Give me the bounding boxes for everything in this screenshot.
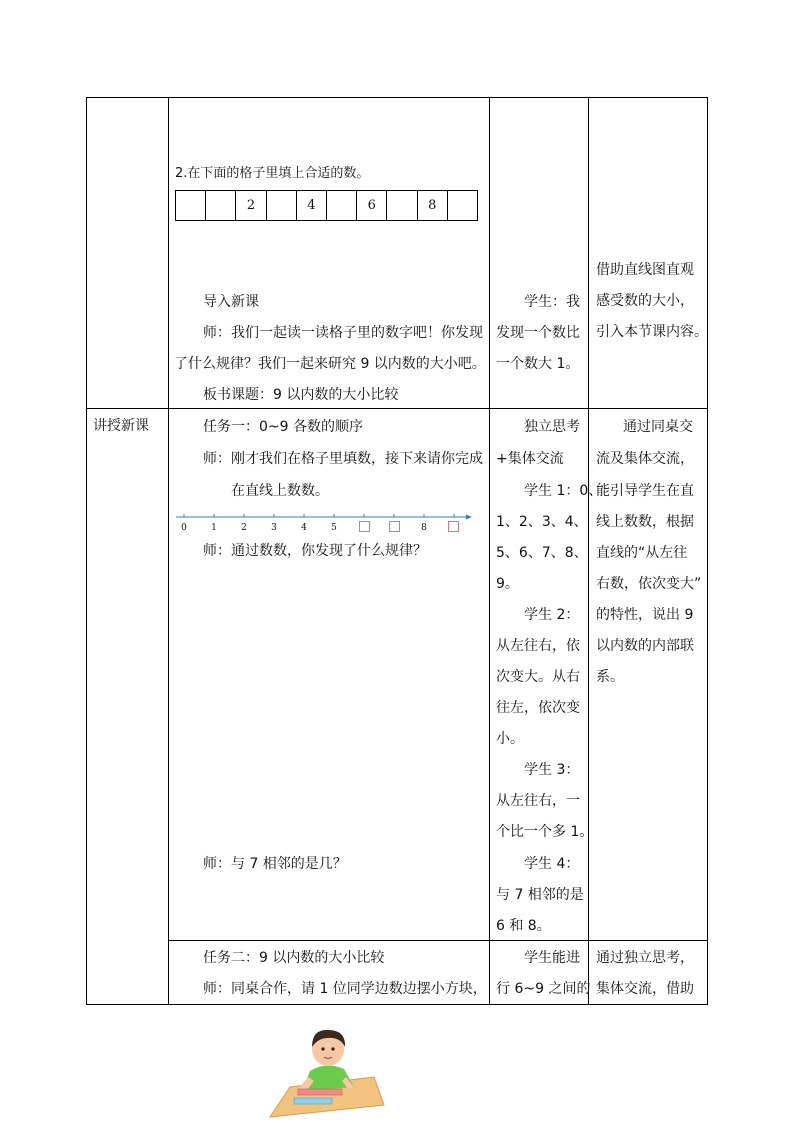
grid-cell <box>267 191 297 220</box>
row2-intent-line: 能引导学生在直 <box>596 483 694 499</box>
row2-student-line: 1、2、3、4、 <box>496 514 588 530</box>
row2-student-line: +集体交流 <box>496 451 564 467</box>
row2-student-line: 个比一个多 1。 <box>496 824 594 840</box>
boy-eye <box>331 1047 334 1050</box>
number-line-label: 3 <box>271 523 277 533</box>
row1-student-line: 学生：我 <box>524 294 580 310</box>
question-pattern: 师：通过数数，你发现了什么规律？ <box>203 543 427 559</box>
number-line-label: 5 <box>331 523 337 533</box>
row2-intent-line: 以内数的内部联 <box>596 638 694 654</box>
table-row-divider-1 <box>86 408 708 409</box>
row2-student-line: 次变大。从右 <box>496 669 580 685</box>
row3-intent-line: 通过独立思考， <box>596 950 694 966</box>
row3-student-line: 行 6~9 之间的 <box>496 981 591 997</box>
row2-student-line: 从左往右，依 <box>496 638 580 654</box>
block-row <box>298 1089 342 1095</box>
number-line-blank <box>389 521 400 532</box>
row1-intent-line: 感受数的大小， <box>596 293 694 309</box>
row2-student-line: 9。 <box>496 576 519 592</box>
task1-line-1: 师：刚才我们在格子里填数，接下来请你完成 <box>203 451 483 467</box>
row1-intent-line: 借助直线图直观 <box>596 262 694 278</box>
row2-student-line: 6 和 8。 <box>496 918 551 934</box>
row1-student-line: 一个数大 1。 <box>496 356 580 372</box>
boy-eye <box>321 1047 324 1050</box>
question-neighbors: 师：与 7 相邻的是几？ <box>203 856 347 872</box>
row2-intent-line: 直线的“从左往 <box>596 545 688 561</box>
row3-intent-line: 集体交流，借助 <box>596 981 694 997</box>
row2-student-line: 从左往右，一 <box>496 793 580 809</box>
number-line-blank <box>359 521 370 532</box>
grid-cell <box>176 191 206 220</box>
number-line-blank <box>448 521 459 532</box>
task1-title: 任务一：0~9 各数的顺序 <box>203 419 363 435</box>
row1-intent-line: 引入本节课内容。 <box>596 324 708 340</box>
task2-line-1: 师：同桌合作，请 1 位同学边数边摆小方块， <box>203 981 487 997</box>
grid-cell: 6 <box>357 191 387 220</box>
intro-heading: 导入新课 <box>203 294 259 310</box>
intro-line-1: 师：我们一起读一读格子里的数字吧！你发现 <box>203 325 483 341</box>
row2-student-line: 学生 4： <box>524 856 580 872</box>
row3-student-line: 学生能进 <box>524 950 580 966</box>
grid-cell: 2 <box>236 191 266 220</box>
table-border-right <box>707 97 708 1005</box>
table-col-divider-3 <box>588 97 589 1005</box>
boy-with-blocks-illustration <box>262 1025 392 1120</box>
row2-student-line: 小。 <box>496 731 524 747</box>
number-line-label: 8 <box>421 523 427 533</box>
number-line-arrow-icon <box>466 515 472 520</box>
number-line-label: 2 <box>241 523 247 533</box>
exercise-title: 2.在下面的格子里填上合适的数。 <box>175 166 370 181</box>
grid-cell <box>206 191 236 220</box>
row2-intent-line: 流及集体交流， <box>596 451 694 467</box>
row2-intent-line: 系。 <box>596 669 624 685</box>
stage-label: 讲授新课 <box>93 418 149 434</box>
board-title: 板书课题：9 以内数的大小比较 <box>203 387 399 403</box>
row1-student-line: 发现一个数比 <box>496 325 580 341</box>
table-border-top <box>86 97 708 98</box>
grid-cell: 4 <box>297 191 327 220</box>
row2-student-line: 学生 2： <box>524 607 580 623</box>
table-border-left <box>86 97 87 1005</box>
block-row <box>294 1098 332 1104</box>
table-col-divider-2 <box>489 97 490 1005</box>
row2-student-line: 学生 1：0、 <box>524 483 603 499</box>
table-col-divider-1 <box>168 97 169 1005</box>
grid-cell: 8 <box>418 191 448 220</box>
intro-line-2: 了什么规律？我们一起来研究 9 以内数的大小吧。 <box>174 356 486 372</box>
grid-cell <box>387 191 417 220</box>
grid-cell <box>327 191 357 220</box>
number-grid <box>175 190 478 221</box>
task1-line-2: 在直线上数数。 <box>231 483 329 499</box>
row2-intent-line: 的特性，说出 9 <box>596 607 694 623</box>
row2-intent-line: 右数，依次变大” <box>596 576 702 592</box>
row2-intent-line: 通过同桌交 <box>623 419 693 435</box>
number-line-label: 4 <box>301 523 307 533</box>
row2-student-line: 学生 3： <box>524 762 580 778</box>
task2-title: 任务二：9 以内数的大小比较 <box>203 950 385 966</box>
row2-student-line: 独立思考 <box>524 419 580 435</box>
row2-student-line: 与 7 相邻的是 <box>496 887 584 903</box>
row2-intent-line: 线上数数，根据 <box>596 514 694 530</box>
row2-student-line: 5、6、7、8、 <box>496 545 588 561</box>
number-line-label: 0 <box>181 523 187 533</box>
grid-cell <box>448 191 477 220</box>
row2-student-line: 往左，依次变 <box>496 700 580 716</box>
table-border-bottom <box>86 1004 708 1005</box>
table-row-divider-2 <box>168 940 708 941</box>
number-line-label: 1 <box>211 523 217 533</box>
